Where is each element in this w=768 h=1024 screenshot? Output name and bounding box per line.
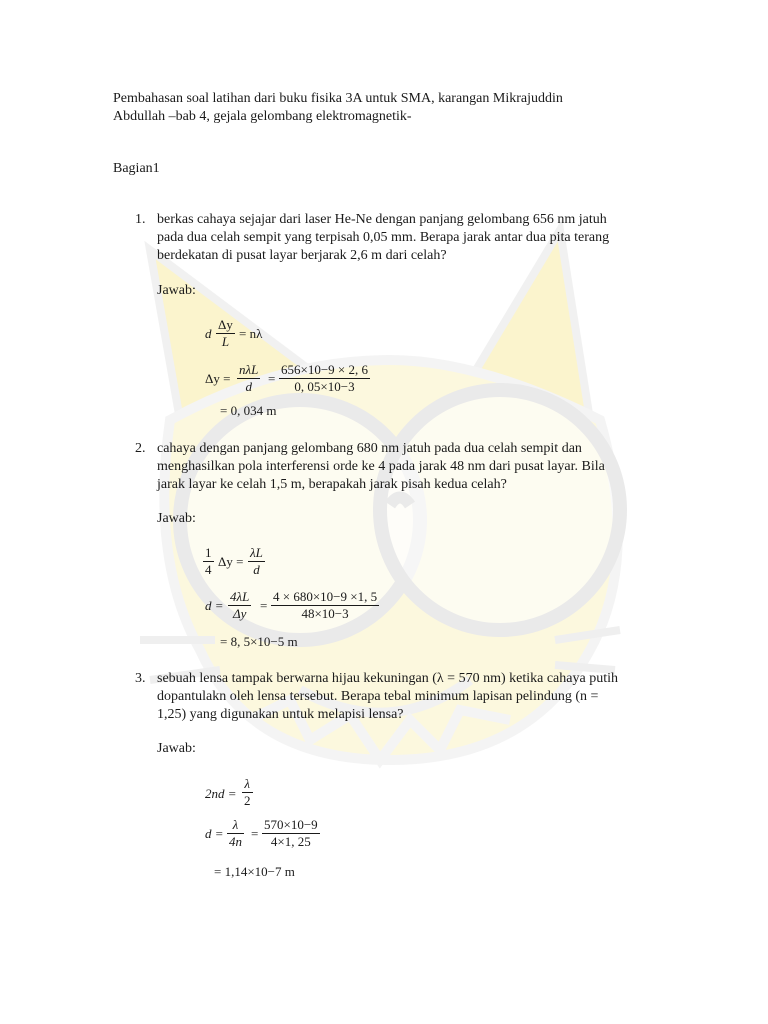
q1-eq-a-numerator: Δy bbox=[218, 317, 233, 332]
header-line-1: Pembahasan soal latihan dari buku fisika 3A untuk SMA, karangan Mikrajuddin bbox=[113, 91, 563, 106]
question-2-line-1: cahaya dengan panjang gelombang 680 nm jatuh pada dua celah sempit dan bbox=[157, 441, 582, 456]
q3-eq-c-result: = 1,14×10−7 m bbox=[214, 864, 295, 879]
q3-eq-b-denominator-1: 4n bbox=[229, 834, 242, 849]
question-2-jawab-label: Jawab: bbox=[157, 511, 196, 526]
q2-eq-b-numerator-1: 4λL bbox=[230, 589, 250, 604]
q3-eq-a-fraction bbox=[242, 776, 253, 809]
q2-eq-a-fraction-1 bbox=[203, 545, 214, 578]
q2-eq-b-denominator-2: 48×10−3 bbox=[271, 605, 379, 622]
section-title: Bagian1 bbox=[113, 161, 160, 176]
q3-eq-b-numerator-2: 570×10−9 bbox=[264, 817, 318, 832]
q1-eq-b-fraction-1 bbox=[237, 362, 260, 395]
q3-eq-b-fraction-1 bbox=[227, 817, 244, 850]
question-3-line-2: dopantulakn oleh lensa tersebut. Berapa tebal minimum lapisan pelindung (n = bbox=[157, 689, 599, 704]
question-1-line-3: berdekatan di pusat layar berjarak 2,6 m dari celah? bbox=[157, 248, 447, 263]
q2-eq-c-result: = 8, 5×10−5 m bbox=[220, 634, 298, 649]
question-1-number: 1. bbox=[135, 212, 146, 227]
q2-eq-b-lhs: d = bbox=[205, 598, 224, 613]
q1-eq-a-rhs: = nλ bbox=[239, 326, 263, 341]
q2-eq-a-numerator-1: 1 bbox=[205, 545, 212, 560]
q3-eq-a-numerator: λ bbox=[244, 776, 251, 791]
question-3-jawab-label: Jawab: bbox=[157, 741, 196, 756]
q3-eq-b-lhs: d = bbox=[205, 826, 224, 841]
q2-eq-b-fraction-2 bbox=[271, 589, 379, 622]
q1-eq-c-result: = 0, 034 m bbox=[220, 403, 277, 418]
q2-eq-b-denominator-1: Δy bbox=[228, 605, 251, 622]
question-3-line-1: sebuah lensa tampak berwarna hijau kekuningan (λ = 570 nm) ketika cahaya putih bbox=[157, 671, 618, 686]
question-3-line-3: 1,25) yang digunakan untuk melapisi lensa? bbox=[157, 707, 404, 722]
q1-eq-b-fraction-2 bbox=[279, 362, 370, 395]
header-line-2: Abdullah –bab 4, gejala gelombang elektromagnetik- bbox=[113, 109, 412, 124]
q3-eq-b-fraction-2 bbox=[262, 817, 320, 850]
q3-eq-a-lhs: 2nd = bbox=[205, 786, 237, 801]
q1-eq-b-equals: = bbox=[268, 371, 276, 386]
q1-eq-b-lhs: Δy = bbox=[205, 371, 231, 386]
q3-eq-a-denominator: 2 bbox=[244, 793, 251, 808]
q1-eq-a-lhs: d bbox=[205, 326, 212, 341]
q2-eq-a-fraction-2 bbox=[248, 545, 265, 578]
q2-eq-a-numerator-2: λL bbox=[250, 545, 263, 560]
q3-eq-b-numerator-1: λ bbox=[232, 817, 239, 832]
question-2-number: 2. bbox=[135, 441, 146, 456]
q1-eq-a-fraction bbox=[216, 317, 235, 350]
question-1-line-2: pada dua celah sempit yang terpisah 0,05 mm. Berapa jarak antar dua pita terang bbox=[157, 230, 610, 245]
q1-eq-b-denominator-1: d bbox=[237, 378, 260, 395]
q1-eq-b-numerator-1: nλL bbox=[239, 362, 259, 377]
q3-eq-b-equals: = bbox=[251, 826, 259, 841]
question-1-line-1: berkas cahaya sejajar dari laser He-Ne dengan panjang gelombang 656 nm jatuh bbox=[157, 212, 607, 227]
q3-eq-b-denominator-2: 4×1, 25 bbox=[262, 833, 320, 850]
q2-eq-a-mid: Δy = bbox=[218, 554, 244, 569]
question-2-line-2: menghasilkan pola interferensi orde ke 4 pada jarak 48 nm dari pusat layar. Bila bbox=[157, 459, 605, 474]
q1-eq-b-denominator-2: 0, 05×10−3 bbox=[279, 378, 370, 395]
q2-eq-b-equals: = bbox=[260, 598, 268, 613]
q2-eq-b-fraction-1 bbox=[228, 589, 251, 622]
question-3-number: 3. bbox=[135, 671, 146, 686]
q1-eq-a-denominator: L bbox=[216, 333, 235, 350]
q2-eq-b-numerator-2: 4 × 680×10−9 ×1, 5 bbox=[273, 589, 378, 604]
question-1-jawab-label: Jawab: bbox=[157, 283, 196, 298]
q1-eq-b-numerator-2: 656×10−9 × 2, 6 bbox=[281, 362, 368, 377]
question-2-line-3: jarak layar ke celah 1,5 m, berapakah jarak pisah kedua celah? bbox=[157, 477, 507, 492]
q2-eq-a-denominator-2: d bbox=[248, 561, 265, 578]
q2-eq-a-denominator-1: 4 bbox=[205, 562, 212, 577]
